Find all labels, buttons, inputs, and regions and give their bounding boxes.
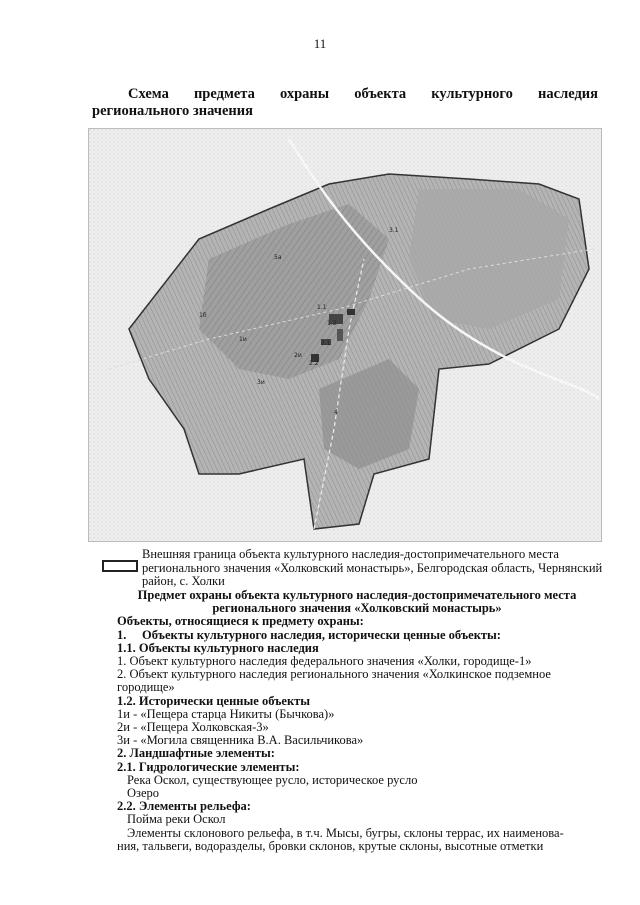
subject-item: 1. Объект культурного наследия федерального значения «Холки, городище-1» [117,654,532,669]
boundary-legend-swatch [102,560,138,572]
heading-line-2: регионального значения [92,103,253,119]
subject-item: Озеро [127,786,160,801]
map-label: 2.1 [321,340,331,347]
map-label: 3.1 [389,227,399,234]
heading-word: объекта [354,86,407,102]
subject-item: Объекты, относящиеся к предмету охраны: [117,614,364,629]
map-label: 1б [199,312,207,319]
subject-item: Река Оскол, существующее русло, историческое русло [127,772,418,787]
map-label: 1и [239,336,247,343]
subject-item: 2.1. Гидрологические элементы: [117,759,300,774]
legend-text: Внешняя граница объекта культурного наследия-достопримечательного места регионального значения «Холковский монастырь», Белгородская область, Чернянский район, с. Холки [142,547,603,588]
subject-item: 1.1. Объекты культурного наследия [117,640,319,655]
map-label: 4 [334,409,338,416]
subject-item: 2. Ландшафтные элементы: [117,746,275,761]
heading-word: охраны [279,86,330,102]
subject-item: Элементы склонового рельефа, в т.ч. Мысы, бугры, склоны террас, их наименова- [127,825,564,840]
subject-item: ния, тальвеги, водоразделы, бровки склонов, крутые склоны, высотные отметки [117,838,544,853]
page-number: 11 [313,36,327,51]
heading-line-1 [92,86,598,103]
subject-item: 1.2. Исторически ценные объекты [117,693,311,708]
map-label: 2.2 [309,360,319,367]
subject-item: 3и - «Могила священника В.А. Васильчикова» [117,733,364,748]
subject-item: 1. Объекты культурного наследия, исторически ценные объекты: [117,627,501,642]
subject-item: 2.2. Элементы рельефа: [117,799,251,814]
subject-item: Пойма реки Оскол [127,812,226,827]
heading-word: Схема [128,86,169,102]
subject-item: 2. Объект культурного наследия регионального значения «Холкинское подземное городище» [117,667,551,695]
subject-item: 1и - «Пещера старца Никиты (Бычкова)» [117,706,335,721]
scheme-heading [92,86,598,120]
site-map [88,128,602,542]
heading-word: наследия [538,86,598,102]
heading-word: предмета [193,86,255,102]
map-label: 1.2 [327,320,337,327]
site-map-svg [89,129,601,541]
heading-word: культурного [431,86,513,102]
map-label: 5а [274,254,282,261]
map-label: 2и [294,352,302,359]
subject-title: регионального значения «Холковский монастырь» [212,601,502,616]
subject-title: Предмет охраны объекта культурного наследия-достопримечательного места [137,588,577,602]
protection-subject [117,589,597,853]
map-label: 3и [257,379,265,386]
map-label: 1.1 [317,304,327,311]
subject-item: 2и - «Пещера Холковская-3» [117,720,269,735]
